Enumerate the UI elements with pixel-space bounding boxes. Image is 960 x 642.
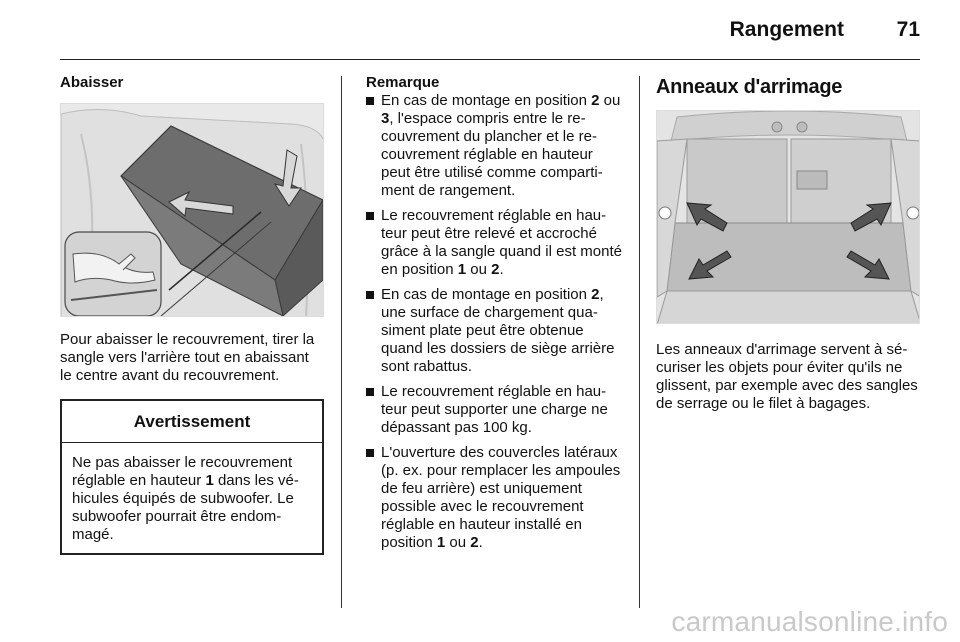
bullet-square-icon	[366, 291, 374, 299]
remark-text: ou	[599, 92, 621, 109]
column-divider-right	[639, 76, 640, 608]
remark-text: L'ouverture des couvercles latéraux (p. ex. pour remplacer les ampoules de feu arrière) est uniquement possible avec le recouvrement réglable en hauteur installé en position	[381, 444, 621, 551]
page-number: 71	[896, 18, 920, 41]
remark-text: ou	[445, 534, 471, 551]
section-title-anneaux: Anneaux d'arrimage	[656, 76, 843, 98]
remark-text: ou	[466, 261, 492, 278]
remark-text: Le recouvrement réglable en hauteur peut être relevé et accroché grâce à la sangle quand il est monté en position	[381, 207, 622, 278]
remark-bold-value: 2	[591, 92, 600, 109]
remark-text: .	[478, 534, 483, 551]
bullet-square-icon	[366, 97, 374, 105]
remark-text: En cas de montage en position	[381, 286, 592, 303]
warning-title: Avertissement	[62, 401, 322, 443]
remark-text: En cas de montage en position	[381, 92, 592, 109]
lowering-paragraph: Pour abaisser le recouvrement, tirer la sangle vers l'arrière tout en abaissant le centre avant du recouvrement.	[60, 331, 315, 384]
remark-text: , l'espace compris entre le recouvrement du plancher et le recouvrement réglable en hauteur peut être utilisé comme compartiment de rangement.	[381, 110, 603, 199]
remark-bold-value: 2	[470, 534, 479, 551]
column-lowering	[60, 74, 324, 555]
trunk-svg	[657, 111, 920, 324]
column-divider-left	[341, 76, 342, 608]
remark-bold-value: 3	[381, 110, 390, 127]
subheading-abaisser: Abaisser	[60, 74, 124, 91]
page-header	[60, 16, 920, 60]
bullet-square-icon	[366, 449, 374, 457]
remark-bold-value: 2	[591, 286, 600, 303]
remark-text: .	[499, 261, 504, 278]
bullet-square-icon	[366, 388, 374, 396]
warning-text-after: dans les véhicules équipés de subwoofer. Le subwoofer pourrait être endommagé.	[72, 472, 299, 543]
warning-position-number: 1	[205, 472, 214, 489]
remark-item	[366, 286, 624, 376]
warning-text-before: Ne pas abaisser le recouvrement réglable en hauteur	[72, 454, 293, 489]
cargo-cover-lowering-illustration	[60, 103, 324, 317]
remark-text: Le recouvrement réglable en hauteur peut supporter une charge ne dépassant pas 100 kg.	[381, 383, 608, 436]
remark-bold-value: 2	[491, 261, 500, 278]
column-lashing-eyes	[656, 74, 921, 413]
remark-text: , une surface de chargement quasiment plate peut être obtenue quand les dossiers de siège arrière sont rabattus.	[381, 286, 615, 375]
remarks-list	[366, 92, 624, 552]
watermark: carmanualsonline.info	[671, 606, 948, 637]
lashing-paragraph: Les anneaux d'arrimage servent à sécuriser les objets pour éviter qu'ils ne glissent, par exemple avec des sangles de serrage ou le filet à bagages.	[656, 341, 918, 412]
illustration-svg	[61, 104, 324, 317]
subheading-remarque: Remarque	[366, 74, 440, 91]
remark-item	[366, 92, 624, 200]
lashing-eyes-trunk-illustration	[656, 110, 920, 324]
remark-item	[366, 444, 624, 552]
warning-box	[60, 399, 324, 555]
page-title: Rangement	[729, 18, 844, 41]
remark-bold-value: 1	[457, 261, 467, 278]
bullet-square-icon	[366, 212, 374, 220]
remark-bold-value: 1	[436, 534, 446, 551]
remark-item	[366, 383, 624, 437]
remark-item	[366, 207, 624, 279]
column-remarks	[366, 74, 624, 559]
warning-text	[62, 443, 322, 553]
